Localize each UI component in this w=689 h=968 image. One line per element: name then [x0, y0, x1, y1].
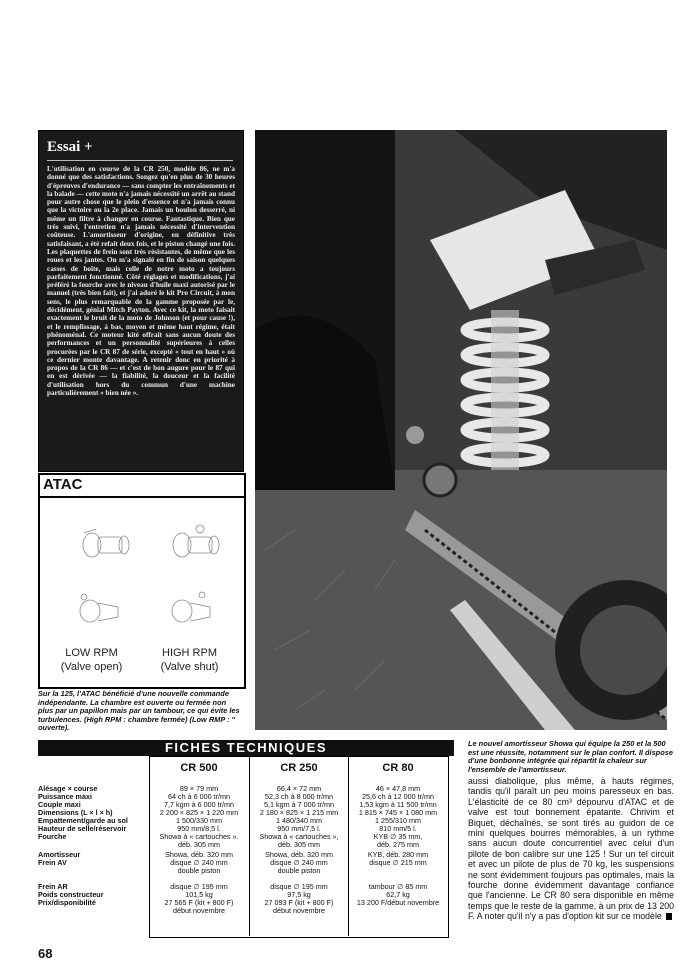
cr80-fourche: KYB ∅ 35 mm, — [373, 832, 423, 841]
fiches-techniques-table — [38, 740, 454, 936]
fiches-title: FICHES TECHNIQUES — [38, 740, 454, 756]
cr250-prix: 27 093 F (kit + 800 F) — [264, 898, 334, 907]
atac-valve-open-label: (Valve open) — [60, 661, 123, 673]
cr250-puissance: 52,3 ch à 8 000 tr/mn — [265, 792, 333, 801]
model-header-cr80: CR 80 — [382, 762, 414, 774]
photo-caption: Le nouvel amortisseur Showa qui équipe la 250 et la 500 est une réussite, notamment sur le plan confort. Il dispose d'une bonbonne intégrée qui répartit la chaleur sur l'ensemble de l'amortisseur. — [468, 739, 673, 774]
cr80-couple: 1,53 kgm à 11 500 tr/mn — [359, 800, 437, 809]
cr500-fourche-debattement: déb. 305 mm — [178, 840, 220, 849]
cr80-empattement: 1 255/310 mm — [375, 816, 421, 825]
essai-title: Essai + — [47, 139, 93, 155]
article-body-continued — [468, 776, 674, 922]
atac-diagram — [38, 473, 246, 689]
cr80-dimensions: 1 815 × 745 × 1 080 mm — [358, 808, 438, 817]
cr250-hauteur: 950 mm/7,5 l. — [277, 824, 321, 833]
cr500-dimensions: 2 200 × 825 × 1 220 mm — [159, 808, 239, 817]
atac-valve-shut-label: (Valve shut) — [160, 661, 219, 673]
essai-divider — [47, 160, 233, 161]
cr80-amortisseur: KYB, déb. 280 mm — [367, 850, 429, 859]
cr250-fourche-debattement: déb. 305 mm — [278, 840, 320, 849]
cr500-empattement: 1 500/330 mm — [176, 816, 222, 825]
atac-title: ATAC — [43, 476, 83, 493]
spec-label: Frein AV — [38, 858, 67, 867]
cr250-empattement: 1 480/340 mm — [276, 816, 322, 825]
cr500-prix: 27 565 F (kit + 800 F) — [164, 898, 234, 907]
cr80-fourche-debattement: déb. 275 mm — [377, 840, 419, 849]
cr500-disponibilite: début novembre — [173, 906, 225, 915]
cr250-frein-ar: disque ∅ 195 mm — [270, 882, 328, 891]
cr250-frein-av: disque ∅ 240 mm — [270, 858, 328, 867]
page-number: 68 — [38, 946, 53, 961]
cr250-amortisseur: Showa, déb. 320 mm — [265, 850, 333, 859]
valve-high-rpm-bottom — [172, 592, 210, 622]
spec-label: Alésage × course — [38, 784, 98, 793]
cr80-poids: 62,7 kg — [386, 890, 410, 899]
cr80-frein-ar: tambour ∅ 85 mm — [368, 882, 428, 891]
cr250-fourche: Showa à « cartouches », — [259, 832, 339, 841]
cr80-puissance: 25,6 ch à 12 000 tr/mn — [362, 792, 434, 801]
atac-high-rpm-label: HIGH RPM — [162, 647, 217, 659]
cr500-amortisseur: Showa, déb. 320 mm — [165, 850, 233, 859]
cr250-alesage: 66,4 × 72 mm — [276, 784, 322, 793]
cr500-frein-av: disque ∅ 240 mm — [170, 858, 228, 867]
spec-label: Amortisseur — [38, 850, 81, 859]
valve-high-rpm-top — [173, 525, 219, 557]
spec-label: Puissance maxi — [38, 792, 92, 801]
spec-label: Dimensions (L × l × h) — [38, 808, 113, 817]
cr250-couple: 5,1 kgm à 7 000 tr/mn — [264, 800, 334, 809]
atac-caption: Sur la 125, l'ATAC bénéficié d'une nouvelle commande indépendante. La chambre est ouverte ou fermée non plus par un papillon mais par un tambour, ce qui évite les turbulences. (High RPM : chambre fermée) (Low RMP : '' ouverte). — [38, 689, 240, 733]
cr250-poids: 97,5 kg — [287, 890, 311, 899]
atac-valve-illustration — [40, 499, 244, 639]
model-header-cr250: CR 250 — [280, 762, 318, 774]
cr500-frein-ar: disque ∅ 195 mm — [170, 882, 228, 891]
spec-label: Frein AR — [38, 882, 68, 891]
cr80-hauteur: 810 mm/5 l. — [379, 824, 417, 833]
motorcycle-shock-photo — [255, 130, 667, 730]
cr500-alesage: 89 × 79 mm — [179, 784, 219, 793]
cr250-frein-av-piston: double piston — [277, 866, 321, 875]
model-header-cr500: CR 500 — [180, 762, 218, 774]
spec-label: Hauteur de selle/réservoir — [38, 824, 127, 833]
atac-divider — [40, 496, 244, 498]
cr500-puissance: 64 ch à 6 000 tr/mn — [168, 792, 230, 801]
spec-label: Couple maxi — [38, 800, 81, 809]
article-text: aussi diabolique, plus même, à hauts régimes, tandis qu'il paraît un peu moins paresseux en bas. L'élasticité de ce 80 cm³ dépourvu d'ATAC et de valve est tout bonnement épatante. Chrivim et Biquet, déchaînés, se sont tirés au guidon de ce mini quelques bourres mémorables, à un rythme sans aucun doute concurrentiel avec celui d'un pilote de bon calibre sur une 125 ! Sur un tel circuit et avec un pilote de plus de 70 kg, les suspensions ne sont évidemment toujours pas optimales, mais la fourche donne évidemment davantage confiance que l'ancienne. Le CR 80 sera disponible en même temps que le reste de la gamme, à un prix de 13 200 F. A noter qu'il n'y a pas d'option kit sur ce modèle — [468, 776, 674, 922]
cr80-alesage: 46 × 47,8 mm — [375, 784, 421, 793]
cr500-fourche: Showa à « cartouches ». — [159, 832, 239, 841]
spec-label: Poids constructeur — [38, 890, 104, 899]
essai-body: L'utilisation en course de la CR 250, modèle 86, ne m'a donné que des satisfactions. Songez qu'en plus de 30 heures d'épreuves d'endurance — sans compter les entraînements et la balade — cette moto n'a jamais nécessité un arrêt au stand pour autre chose que le plein d'essence et n'a jamais connu que la victoire ou la 2e place. Jamais un boulon desserré, ni même un filtre à changer en course. Fantastique. Bien que très suivi, l'entretien n'a jamais nécessité d'intervention coûteuse. L'amortisseur d'origine, en définitive très satisfaisant, a été refait deux fois, et le piston changé une fois. Les plaquettes de frein sont très résistantes, de même que les roues et les jantes. On m'a signalé en fin de saison quelques casses de boîte, mais celle de notre moto a toujours parfaitement fonctionné. Côté réglages et modifications, j'ai préféré la fourche avec le niveau d'huile maxi autorisé par le manuel (très bien fait), et j'ai adoré le kit Pro Circuit, à mon sens, le plus remarquable de la gamme proposée par le, décidément, génial Mitch Payton. Avec ce kit, la moto faisait exactement le bruit de la moto de Johnson (et pour cause !), et le remplissage, à bas, moyen et même haut régime, était phénoménal. Ce moteur kité offrait sans aucun doute des performances et un personnalité supérieures à celles procurées par le CR 87 de série, excepté « tout en haut » où ce dernier monte davantage. A retenir donc en priorité à propos de la CR 86 — et c'est de bon augure pour le 87 qui en est dérivée — la fiabilité, la douceur et la facilité d'utilisation hors du commun d'une machine particulièrement « bien née ». — [47, 165, 235, 398]
cr500-couple: 7,7 kgm à 6 000 tr/mn — [164, 800, 234, 809]
cr250-disponibilite: début novembre — [273, 906, 325, 915]
essai-box — [38, 130, 244, 472]
valve-low-rpm-top — [83, 529, 129, 557]
cr500-poids: 101,5 kg — [185, 890, 213, 899]
cr500-hauteur: 950 mm/8,5 l. — [177, 824, 221, 833]
cr80-frein-av: disque ∅ 215 mm — [369, 858, 427, 867]
spec-label: Prix/disponibilité — [38, 898, 96, 907]
spec-label: Fourche — [38, 832, 67, 841]
end-mark-icon — [666, 913, 672, 920]
cr80-prix: 13 200 F/début novembre — [356, 898, 440, 907]
spec-label: Empattement/garde au sol — [38, 816, 128, 825]
valve-low-rpm-bottom — [80, 594, 118, 622]
atac-low-rpm-label: LOW RPM — [65, 647, 118, 659]
cr500-frein-av-piston: double piston — [177, 866, 221, 875]
cr250-dimensions: 2 180 × 825 × 1 215 mm — [259, 808, 339, 817]
